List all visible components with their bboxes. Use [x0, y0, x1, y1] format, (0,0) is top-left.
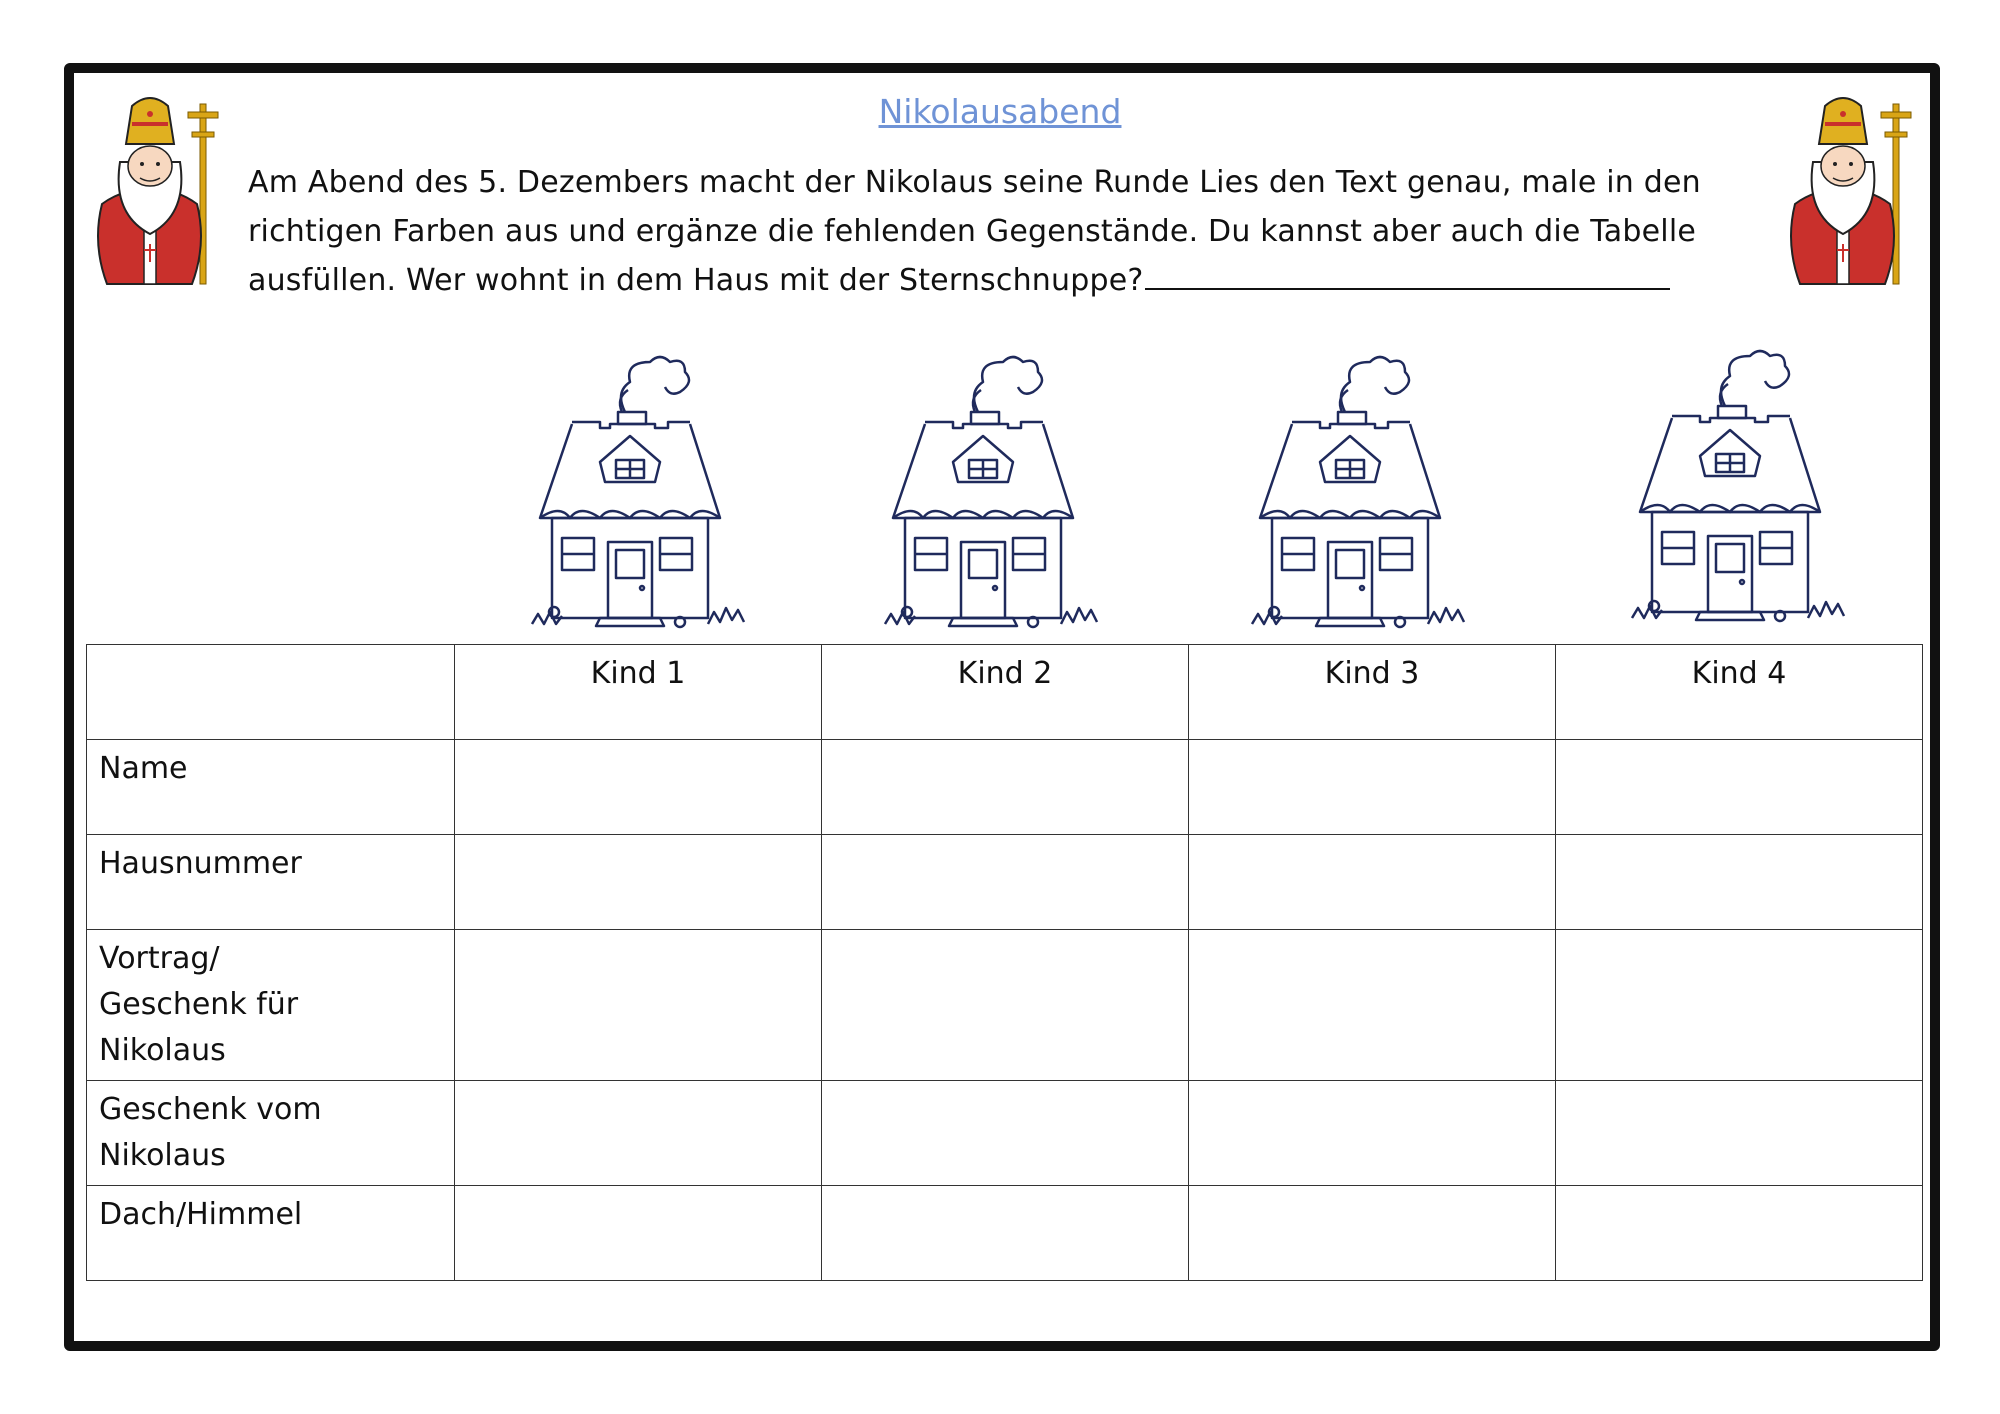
house-icon: [1250, 332, 1480, 632]
worksheet-table: [86, 644, 1923, 1281]
nikolaus-icon: [82, 84, 232, 294]
nikolaus-icon: [1775, 84, 1925, 294]
answer-cell[interactable]: [1189, 740, 1556, 835]
answer-cell[interactable]: [1556, 1186, 1923, 1281]
answer-cell[interactable]: [822, 740, 1189, 835]
table-row: [87, 835, 1923, 930]
answer-cell[interactable]: [455, 1186, 822, 1281]
house-icon: [883, 332, 1113, 632]
row-label-line: Nikolaus: [99, 1033, 226, 1068]
house-icon: [530, 332, 760, 632]
table-header-cell: Kind 3: [1189, 645, 1556, 740]
table-row: [87, 1186, 1923, 1281]
answer-cell[interactable]: [1189, 1186, 1556, 1281]
row-label: [87, 1081, 455, 1186]
answer-cell[interactable]: [1189, 1081, 1556, 1186]
answer-blank-line[interactable]: [1145, 258, 1670, 290]
instruction-text: [248, 158, 1728, 305]
answer-cell[interactable]: [1189, 835, 1556, 930]
answer-cell[interactable]: [1556, 930, 1923, 1081]
row-label-line: Name: [99, 751, 188, 786]
answer-cell[interactable]: [455, 930, 822, 1081]
answer-cell[interactable]: [822, 1081, 1189, 1186]
answer-cell[interactable]: [822, 835, 1189, 930]
answer-cell[interactable]: [822, 1186, 1189, 1281]
row-label-line: Geschenk vom: [99, 1092, 322, 1127]
house-icon: [1630, 326, 1860, 626]
table-header-cell: Kind 4: [1556, 645, 1923, 740]
table-header-cell: Kind 2: [822, 645, 1189, 740]
table-header-row: [87, 645, 1923, 740]
row-label-line: Vortrag/: [99, 941, 220, 976]
answer-cell[interactable]: [455, 835, 822, 930]
row-label-line: Dach/Himmel: [99, 1197, 303, 1232]
row-label: [87, 835, 455, 930]
answer-cell[interactable]: [455, 1081, 822, 1186]
row-label: [87, 1186, 455, 1281]
answer-cell[interactable]: [822, 930, 1189, 1081]
row-label-line: Hausnummer: [99, 846, 302, 881]
table-row: [87, 930, 1923, 1081]
row-label: [87, 930, 455, 1081]
row-label-line: Geschenk für: [99, 987, 299, 1022]
answer-cell[interactable]: [1556, 1081, 1923, 1186]
table-row: [87, 740, 1923, 835]
answer-cell[interactable]: [1556, 740, 1923, 835]
table-row: [87, 1081, 1923, 1186]
row-label: [87, 740, 455, 835]
answer-cell[interactable]: [1556, 835, 1923, 930]
table-header-cell: Kind 1: [455, 645, 822, 740]
instruction-paragraph: Am Abend des 5. Dezembers macht der Nikolaus seine Runde Lies den Text genau, male in den richtigen Farben aus und ergänze die fehlenden Gegenstände. Du kannst aber auch die Tabelle ausfüllen. Wer wohnt in dem Haus mit der Sternschnuppe?: [248, 165, 1701, 298]
table-header-cell: [87, 645, 455, 740]
answer-cell[interactable]: [1189, 930, 1556, 1081]
answer-cell[interactable]: [455, 740, 822, 835]
page-title[interactable]: Nikolausabend: [878, 92, 1122, 131]
row-label-line: Nikolaus: [99, 1138, 226, 1173]
